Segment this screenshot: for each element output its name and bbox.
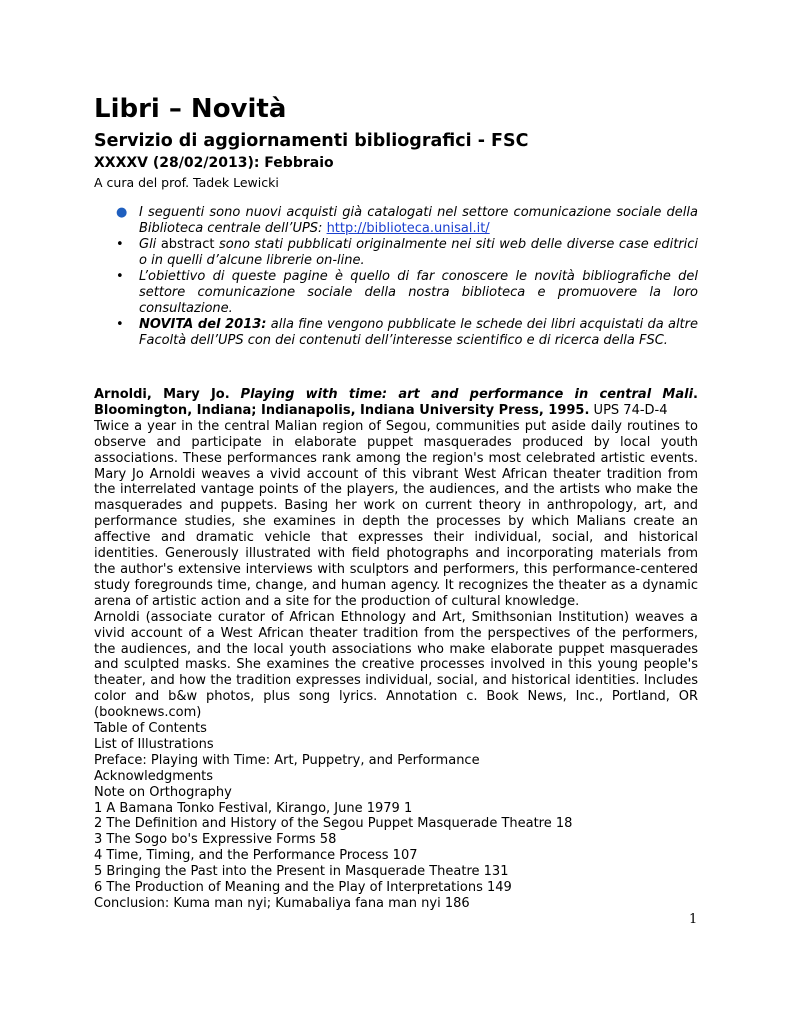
citation: [94, 387, 698, 419]
table-of-contents: [94, 721, 698, 912]
author: Arnoldi, Mary Jo.: [94, 387, 230, 402]
toc-line: Preface: Playing with Time: Art, Puppetry, and Performance: [94, 752, 480, 768]
list-item: [94, 317, 698, 349]
toc-line: 4 Time, Timing, and the Performance Process 107: [94, 848, 418, 864]
notes-list: [94, 205, 698, 349]
list-item: [94, 269, 698, 317]
abstract-paragraph: Twice a year in the central Malian region of Segou, communities put aside daily routines to observe and participate in elaborate puppet masquerades produced by local youth associations. These performances rank among the region's most celebrated artistic events. Mary Jo Arnoldi weaves a vivid account of this vibrant West African theater tradition from the interrelated vantage points of the players, the audiences, and the artists who make the masquerades and puppets. Basing her work on current theory in anthropology, art, and performance studies, she examines in depth the processes by which Malians create an affective and dramatic vehicle that expresses their individual, social, and historical identities. Generously illustrated with field photographs and incorporating materials from the author's extensive interviews with sculptors and performers, this performance-centered study foregrounds time, change, and human agency. It recognizes the theater as a dynamic arena of artistic action and a site for the production of cultural knowledge.: [94, 418, 698, 609]
toc-line: Acknowledgments: [94, 768, 214, 784]
page-content: [94, 92, 698, 912]
toc-line: 5 Bringing the Past into the Present in Masquerade Theatre 131: [94, 864, 509, 880]
note-text: I seguenti sono nuovi acquisti già catalogati nel settore comunicazione sociale della Biblioteca centrale dell’UPS:: [139, 205, 698, 236]
toc-line: Conclusion: Kuma man nyi; Kumabaliya fana man nyi 186: [94, 896, 470, 911]
toc-line: Note on Orthography: [94, 784, 232, 800]
library-link[interactable]: http://biblioteca.unisal.it/: [326, 221, 490, 236]
shelfmark: UPS 74-D-4: [589, 402, 668, 418]
curator-line: A cura del prof. Tadek Lewicki: [94, 175, 279, 190]
page-subtitle: Servizio di aggiornamenti bibliografici - FSC: [94, 131, 529, 151]
note-text: Gli: [139, 237, 161, 252]
list-item: [94, 237, 698, 269]
abstract-paragraph: Arnoldi (associate curator of African Ethnology and Art, Smithsonian Institution) weaves a vivid account of a West African theater tradition from the perspectives of the performers, the audiences, and the local youth associations who make elaborate puppet masquerades and sculpted masks. She examines the creative processes involved in this young people's theater, and how the tradition expresses individual, social, and historical identities. Includes color and b&w photos, plus song lyrics. Annotation c. Book News, Inc., Portland, OR (booknews.com): [94, 609, 698, 721]
page-title: Libri – Novità: [94, 94, 287, 124]
toc-line: 3 The Sogo bo's Expressive Forms 58: [94, 832, 337, 848]
bullet-icon: •: [116, 317, 124, 332]
toc-line: 1 A Bamana Tonko Festival, Kirango, June 1979 1: [94, 800, 413, 816]
note-text: alla fine vengono pubblicate le schede dei libri acquistati da altre Facoltà dell’UPS con dei contenuti dell’interesse scientifico e di ricerca della FSC.: [139, 317, 698, 348]
toc-line: 6 The Production of Meaning and the Play of Interpretations 149: [94, 880, 512, 896]
book-title: Playing with time: art and performance in central Mali: [240, 387, 694, 402]
note-text: L’obiettivo di queste pagine è quello di far conoscere le novità bibliografiche del settore comunicazione sociale della nostra biblioteca e promuovere la loro consultazione.: [139, 269, 698, 316]
abstract-word: abstract: [160, 237, 215, 252]
toc-line: Table of Contents: [94, 721, 207, 737]
note-bold: NOVITA del 2013:: [139, 317, 267, 332]
toc-line: List of Illustrations: [94, 736, 214, 752]
page-number: 1: [689, 912, 698, 927]
issue-date: XXXXV (28/02/2013): Febbraio: [94, 155, 334, 171]
bullet-icon: •: [116, 237, 124, 252]
list-item: [94, 205, 698, 237]
book-entry: [94, 387, 698, 912]
bullet-icon: ●: [116, 205, 128, 220]
publication: . Bloomington, Indiana; Indianapolis, Indiana University Press, 1995.: [94, 387, 698, 418]
toc-line: 2 The Definition and History of the Segou Puppet Masquerade Theatre 18: [94, 816, 573, 832]
bullet-icon: •: [116, 269, 124, 284]
note-text: sono stati pubblicati originalmente nei siti web delle diverse case editrici o in quelli d’alcune librerie on-line.: [139, 237, 699, 268]
